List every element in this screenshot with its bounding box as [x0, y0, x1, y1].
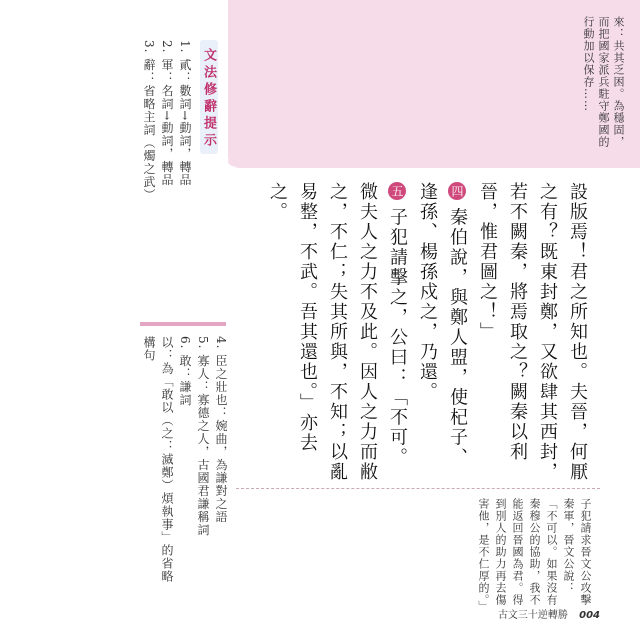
- main-paragraph-2: 秦伯說，與鄭人盟，使杞子、逢孫、楊孫戍之，乃還。: [417, 182, 468, 468]
- grammar-item: 1. 貳：數詞→動詞，轉品: [178, 40, 192, 187]
- book-title: 古文三十逆轉勝: [497, 610, 568, 621]
- commentary-text: 子犯請求晉文公攻擊秦軍，晉文公說：「不可以。如果沒有秦穆公的協助，我不能返回晉國為君。得到別人的助力再去傷害他，是不仁厚的。」: [477, 498, 592, 613]
- page-footer: [498, 606, 600, 626]
- notes-text: 來：共其乏困。為穩固，而把國家派兵駐守鄭國的行動加以保存……: [582, 16, 625, 148]
- notes-panel: [228, 0, 640, 168]
- main-paragraph-1: 設版焉！君之所知也。夫晉，何厭之有？既東封鄭，又欲肆其西封，若不闕秦，將焉取之？闕秦以利晉，惟君圖之！」: [477, 182, 588, 482]
- grammar-divider: [140, 322, 226, 326]
- grammar-item: 4. 臣之壯也：婉曲，為謙對之語: [214, 336, 228, 524]
- grammar-item: 5. 寡人：寡德之人，古國君謙稱詞: [196, 336, 210, 537]
- main-paragraph-3: 子犯請擊之，公曰：「不可。微夫人之力不及此。因人之力而敝之，不仁；失其所與，不知；以亂易整，不武。吾其還也。」亦去之。: [267, 182, 408, 482]
- grammar-list-2: [140, 336, 230, 586]
- grammar-item: 3. 辭：省略主詞（燭之武）: [142, 40, 156, 202]
- grammar-item: 6. 敢：謙詞: [178, 336, 192, 407]
- paragraph-marker-5: 五: [388, 182, 406, 200]
- paragraph-marker-4: 四: [448, 182, 466, 200]
- main-classical-text: [262, 182, 592, 482]
- grammar-item: 以：為「敢以（之：滅鄭）煩執事」的省略構句: [142, 336, 174, 583]
- grammar-item: 2. 軍：名詞→動詞，轉品: [160, 40, 174, 187]
- grammar-list: [140, 40, 194, 310]
- section-divider: [236, 488, 600, 489]
- notes-panel-scallop: [228, 160, 640, 172]
- page-number: 004: [579, 610, 600, 621]
- grammar-title: 文法修辭提示: [200, 40, 218, 154]
